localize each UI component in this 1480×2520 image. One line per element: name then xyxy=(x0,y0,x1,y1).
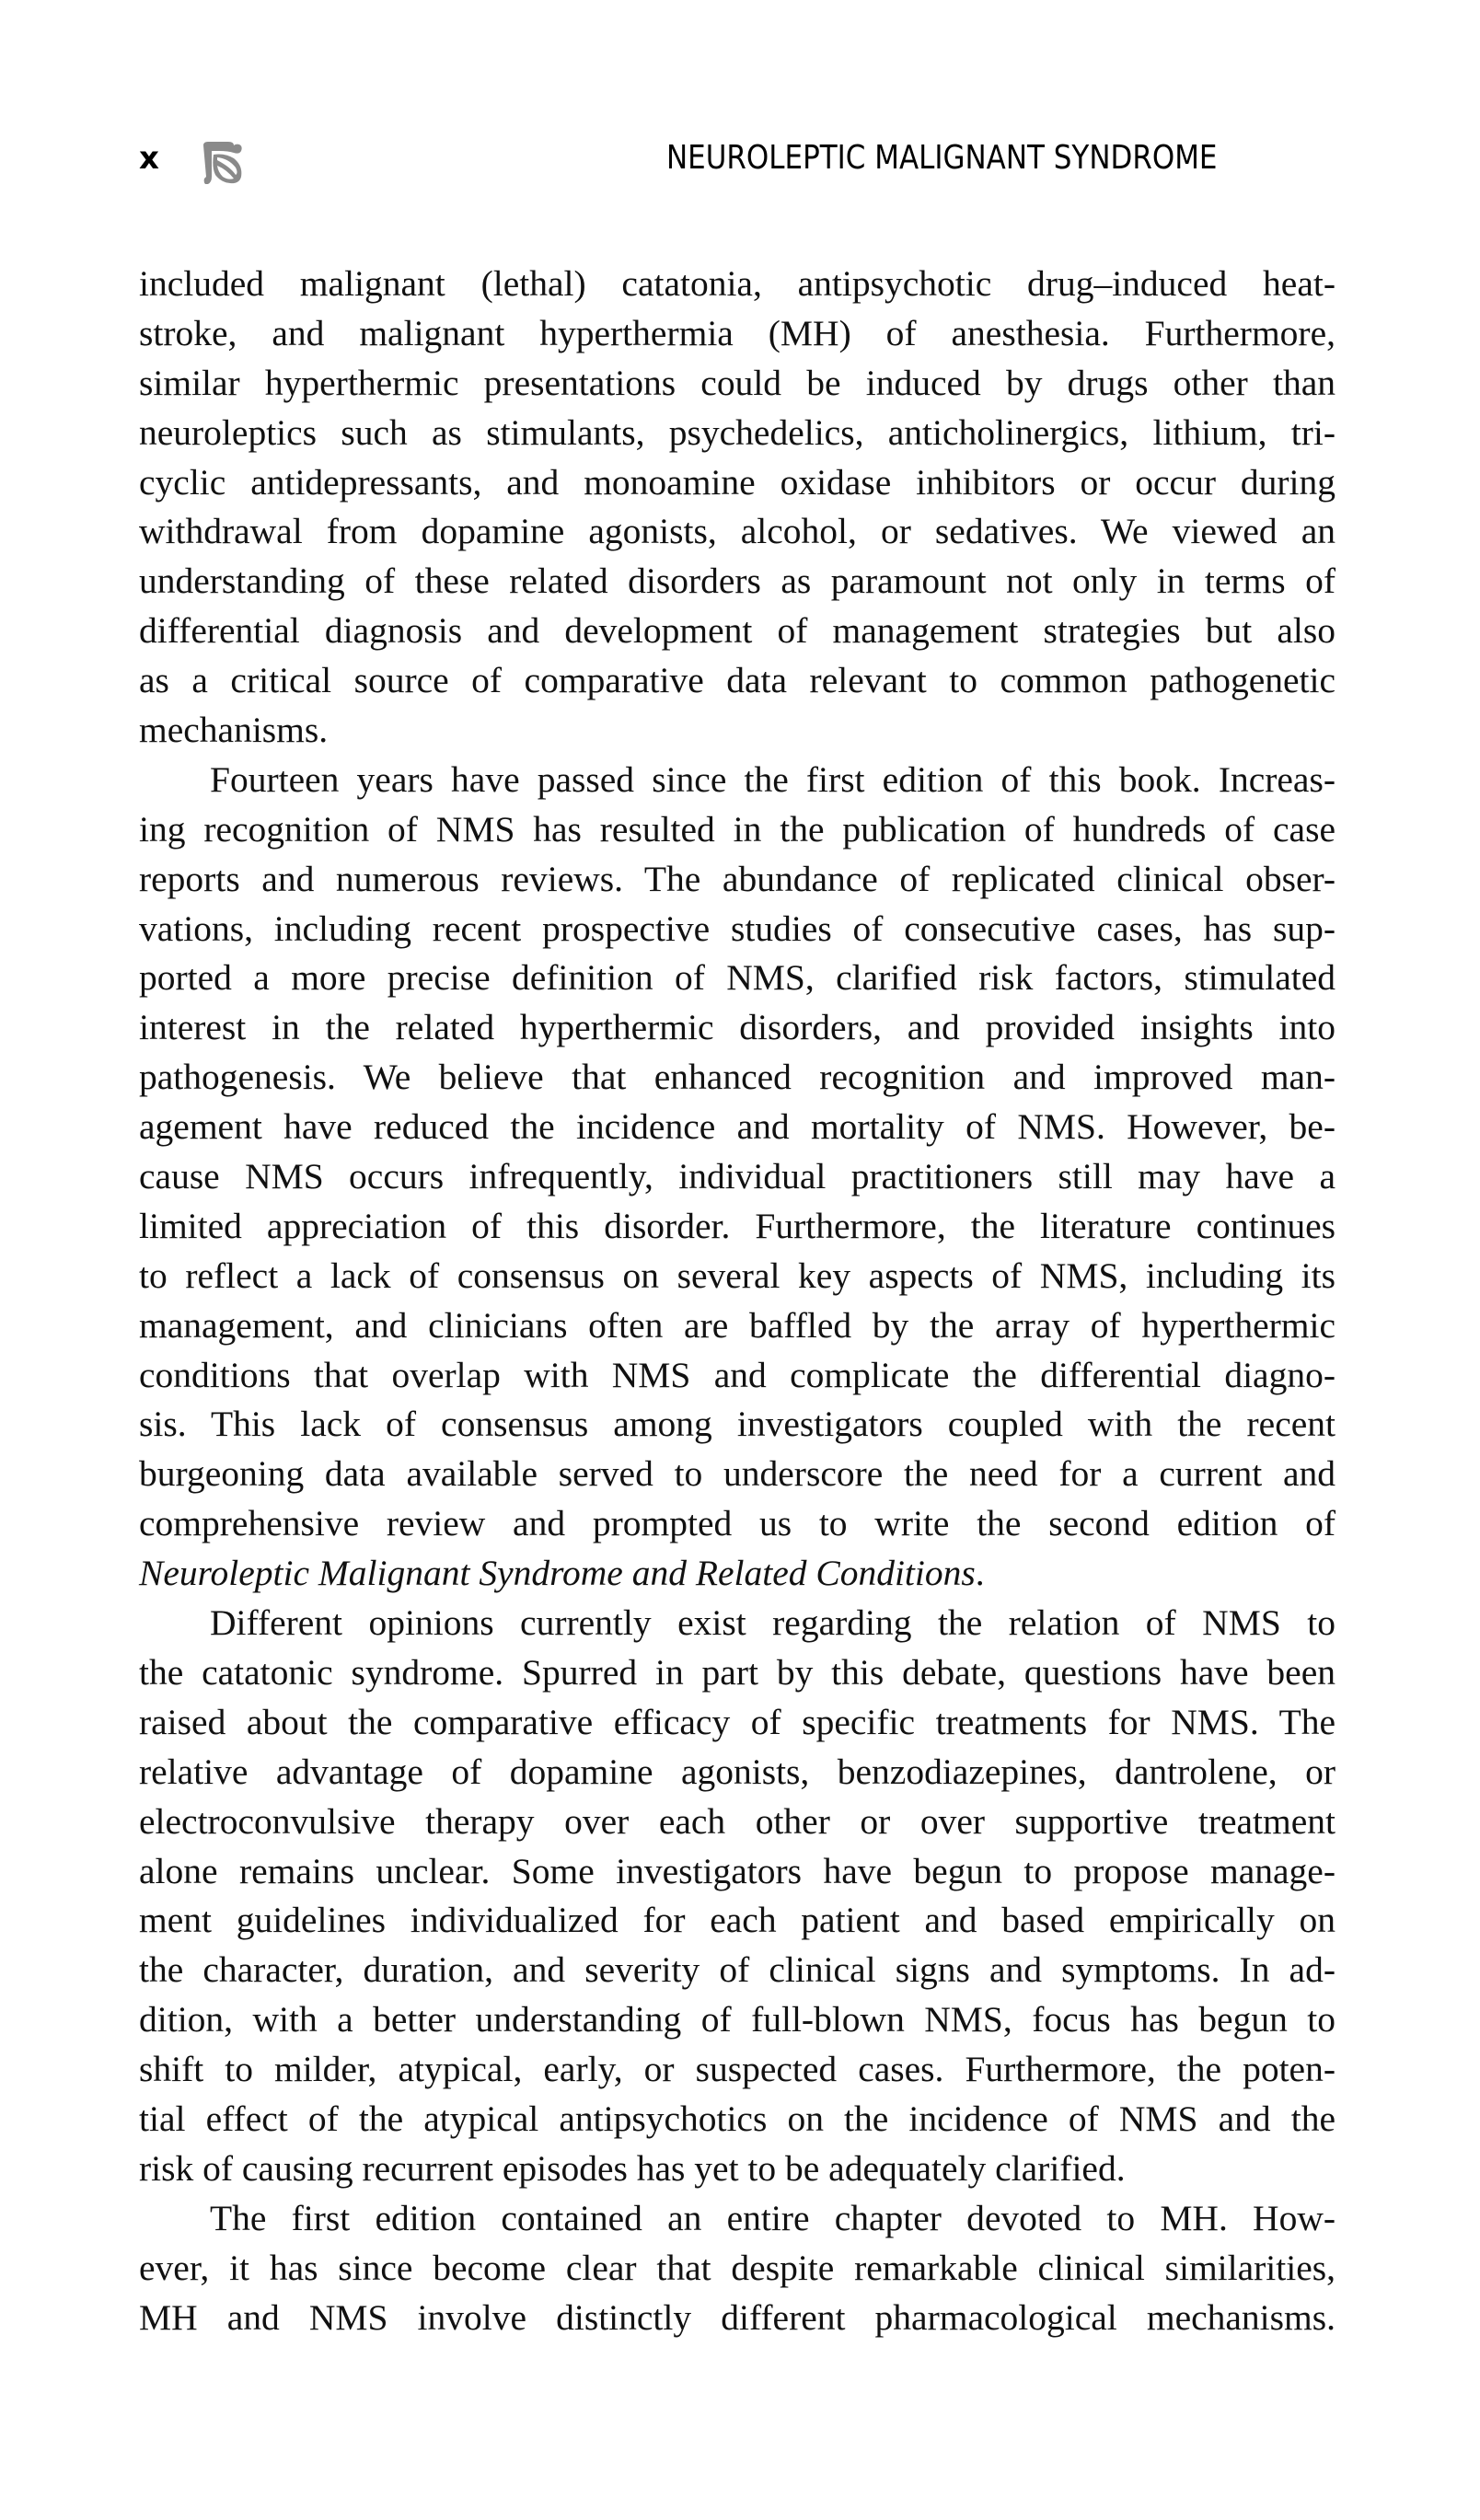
text-line: understanding of these related disorders as paramount not only in terms of xyxy=(139,561,1335,602)
text-line: agement have reduced the incidence and mortality of NMS. However, be- xyxy=(139,1106,1335,1148)
paragraph-2 xyxy=(139,756,1335,1599)
text-line: Different opinions currently exist regarding the relation of NMS to xyxy=(210,1602,1335,1644)
page-header xyxy=(0,0,1480,221)
text-line: electroconvulsive therapy over each other or over supportive treatment xyxy=(139,1800,1335,1842)
text-line: differential diagnosis and development of management strategies but also xyxy=(139,610,1335,652)
text-line: burgeoning data available served to underscore the need for a current and xyxy=(139,1453,1335,1495)
text-line: mechanisms. xyxy=(139,710,329,751)
text-line: alone remains unclear. Some investigators have begun to propose manage- xyxy=(139,1850,1335,1891)
text-line: as a critical source of comparative data relevant to common pathogenetic xyxy=(139,660,1335,701)
text-line: tial effect of the atypical antipsychotics on the incidence of NMS and the xyxy=(139,2098,1335,2139)
text-line: pathogenesis. We believe that enhanced recognition and improved man- xyxy=(139,1057,1335,1098)
text-line: included malignant (lethal) catatonia, antipsychotic drug–induced heat- xyxy=(139,263,1335,304)
text-line: similar hyperthermic presentations could be induced by drugs other than xyxy=(139,362,1335,403)
text-line: dition, with a better understanding of full-blown NMS, focus has begun to xyxy=(139,1999,1335,2040)
text-line: conditions that overlap with NMS and complicate the differential diagno- xyxy=(139,1354,1335,1395)
book-title: Neuroleptic Malignant Syndrome and Related Conditions xyxy=(139,1553,976,1594)
text-line: shift to milder, atypical, early, or suspected cases. Furthermore, the poten- xyxy=(139,2049,1335,2090)
text-line: stroke, and malignant hyperthermia (MH) of anesthesia. Furthermore, xyxy=(139,312,1335,353)
text-line: management, and clinicians often are baffled by the array of hyperthermic xyxy=(139,1304,1335,1346)
book-title-line xyxy=(139,1549,1335,1599)
text-line: risk of causing recurrent episodes has yet to be adequately clarified. xyxy=(139,2147,1126,2189)
text-line: the catatonic syndrome. Spurred in part by this debate, questions have been xyxy=(139,1651,1335,1693)
text-line: cyclic antidepressants, and monoamine oxidase inhibitors or occur during xyxy=(139,461,1335,503)
text-line: The first edition contained an entire chapter devoted to MH. How- xyxy=(210,2197,1335,2238)
paragraph-3 xyxy=(139,1599,1335,2194)
text-line: ever, it has since become clear that despite remarkable clinical similarities, xyxy=(139,2247,1335,2288)
text-line: withdrawal from dopamine agonists, alcohol, or sedatives. We viewed an xyxy=(139,511,1335,552)
text-line: MH and NMS involve distinctly different pharmacological mechanisms. xyxy=(139,2296,1335,2338)
body-text xyxy=(139,260,1335,2342)
text-line: Fourteen years have passed since the first edition of this book. Increas- xyxy=(210,758,1335,800)
text-line: the character, duration, and severity of clinical signs and symptoms. In ad- xyxy=(139,1949,1335,1991)
text-line: ing recognition of NMS has resulted in the publication of hundreds of case xyxy=(139,808,1335,850)
text-line: ment guidelines individualized for each patient and based empirically on xyxy=(139,1900,1335,1941)
paragraph-4 xyxy=(139,2194,1335,2343)
text-line: ported a more precise definition of NMS, clarified risk factors, stimulated xyxy=(139,957,1335,999)
text-line: neuroleptics such as stimulants, psychedelics, anticholinergics, lithium, tri- xyxy=(139,411,1335,453)
text-line: cause NMS occurs infrequently, individual practitioners still may have a xyxy=(139,1156,1335,1197)
text-line: to reflect a lack of consensus on several key aspects of NMS, including its xyxy=(139,1254,1335,1296)
text-line: relative advantage of dopamine agonists, benzodiazepines, dantrolene, or xyxy=(139,1751,1335,1792)
text-line: interest in the related hyperthermic disorders, and provided insights into xyxy=(139,1007,1335,1048)
running-title: NEUROLEPTIC MALIGNANT SYNDROME xyxy=(666,139,1218,177)
page-number: x xyxy=(139,140,159,177)
text-line: raised about the comparative efficacy of specific treatments for NMS. The xyxy=(139,1701,1335,1742)
text-line: limited appreciation of this disorder. Furthermore, the literature continues xyxy=(139,1205,1335,1246)
text-line: reports and numerous reviews. The abundance of replicated clinical obser- xyxy=(139,858,1335,899)
text-line: comprehensive review and prompted us to write the second edition of xyxy=(139,1503,1335,1544)
text-line: vations, including recent prospective studies of consecutive cases, has sup- xyxy=(139,907,1335,949)
text-line: sis. This lack of consensus among investigators coupled with the recent xyxy=(139,1404,1335,1445)
book-title-period: . xyxy=(975,1553,985,1594)
paragraph-1 xyxy=(139,260,1335,756)
publisher-logo-icon xyxy=(201,140,245,186)
